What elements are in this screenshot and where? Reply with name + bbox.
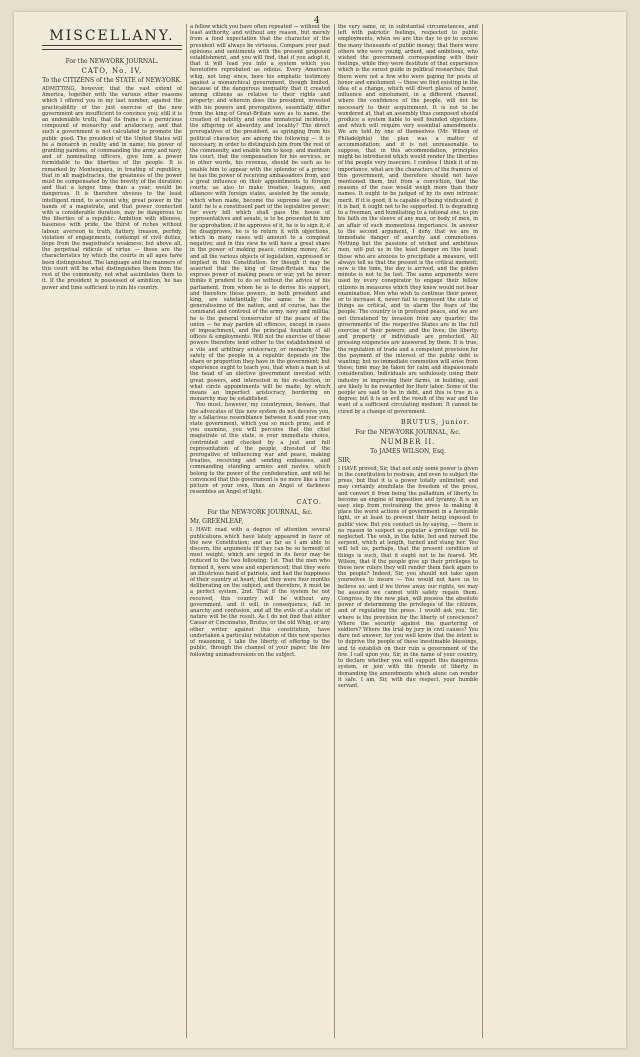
section-title: MISCELLANY. xyxy=(49,28,175,44)
article-header: NUMBER II. xyxy=(380,437,436,446)
article-source: For the NEW-YORK JOURNAL. xyxy=(65,58,159,65)
article-addressee: To JAMES WILSON, Esq. xyxy=(370,447,446,455)
article-body: a fellow which you have often repeated — without the least authority, and without any reason, but merely from a fond expectation that the character of the president will always be virtuous. Compare your past opinions and sentiments with the present proposed establishment, and you will find, that if you adopt it, that it will lead you into a system which you heretofore reprobated as odious. Every American whig, not long since, bore his emphatic testimony against a monarchical government, though limited, because of the dangerous inequality that it created among citizens as relative to their rights and property; and wherein does this president, invested with his powers and prerogatives, essentially differ from the king of Great-Britain save as to name, the creation of nobility and some immaterial incidents, the offspring of absurdity and locality? The direct prerogatives of the president, as springing from his political character, are among the following — it is necessary, in order to distinguish him from the rest of the community, and enable him to keep, and maintain his court, that the compensation for his services, or in other words, his revenue, should be such as to enable him to appear with the splendor of a prince; he has the power of receiving ambassadors from, and a great influence on their appointments to foreign courts; as also to make treaties, leagues, and alliances with foreign states, assisted by the senate, which when made, become the supreme law of the land: he is a constituent part of the legislative power; for every bill which shall pass the house of representatives and senate, is to be presented to him for approbation; if he approves of it, he is to sign it, if he disapproves, he is to return it with objections, which in many cases will amount to a compleat negative; and in this view he will have a great share in the power of making peace, coining money, &c. and all the various objects of legislation, expressed or implied in this Constitution: for though it may be asserted that the king of Great-Britain has the express power of making peace or war, yet he never thinks it prudent to do so without the advice of his parliament, from whom he is to derive his support, and therefore these powers, in both president and king, are substantially the same: he is the generalissimo of the nation, and of course, has the command and controul of the army, navy and militia; he is the general conservator of the peace of the union — he may pardon all offences, except in cases of impeachment, and the principal fountain of all offices & employments. Will not the exercise of these powers therefore tend either to the establishment of a vile and arbitrary aristocracy, or monarchy? The safety of the people in a republic depends on the share or proportion they have in the government; but experience ought to teach you, that when a man is at the head of an elective government invested with great powers, and interested in his re-election, in what circle appointments will be made; by which means an imperfect aristocracy, bordering on monarchy may be established. xyxy=(190,24,330,403)
column-divider xyxy=(186,24,187,1038)
article-salutation: SIR, xyxy=(338,456,351,464)
article-salutation: Mr. GREENLEAF, xyxy=(190,518,244,526)
column-2 xyxy=(190,24,330,1038)
article-source: For the NEW-YORK JOURNAL, &c. xyxy=(207,509,313,517)
article-source: For the NEW-YORK JOURNAL, &c. xyxy=(355,428,461,436)
newspaper-page xyxy=(14,12,626,1048)
article-body: You must, however, my countrymen, beware, that the advocates of this new system do not deceive you, by a fallacious resemblance between it and your own state government, which you so much prize; and if you examine, you will perceive that the chief magistrate of this state, is your immediate choice, controuled and checked by a just and full representation of the people, divested of the prerogative of influencing war and peace, making treaties, receiving and sending embassies, and commanding standing armies and navies, which belong to the power of the confederation, and will be convinced that this government is no more like a true picture of your own, than an Angel of darkness resembles an Angel of light. xyxy=(190,402,330,496)
column-3 xyxy=(338,24,478,1038)
title-rule-top xyxy=(42,45,182,46)
article-body: ADMITTING, however, that the vast extent of America, together with the various other reasons which I offered you in my last number, against the practicability of the just exercise of the new government are insufficient to convince you; still it is an undeniable truth, that its frame is a pernicious compound of monarchy and aristocracy, and that such a government is not calculated to promote the public good. The president of the United States will be a monarch in reality and in name; his power of granting pardons, of commanding the army and navy, and of nominating officers, give him a power formidable to the liberties of the people. It is remarked by Montesquieu, in treating of republics, that in all magistracies, the greatness of the power must be compensated by the brevity of the duration; and that a longer time than a year, would be dangerous. It is therefore obvious to the least intelligent mind, to account why, great power in the hands of a magistrate, and that power connected with a considerable duration, may be dangerous to the liberties of a republic. Ambition with idleness, baseness with pride, the thirst of riches without labour, aversion to truth, flattery, treason, perfidy, violation of engagements, contempt of civil duties, hope from the magistrate's weakness; but above all, the perpetual ridicule of virtue — these are the characteristics by which the courts in all ages have been distinguished. The language and the manners of this court will be what distinguishes them from the rest of the community, not what assimilates them to it. If the president is possessed of ambition, he has power and time sufficient to ruin his country. xyxy=(42,86,182,291)
article-addressee: To the CITIZENS of the STATE of NEW-YORK. xyxy=(42,77,182,84)
signature: BRUTUS, junior. xyxy=(400,417,470,426)
article-body: the very same, or, in substantial circumstances, and left with patriotic feelings, respected to public employments, when we are this day to go to excuse the many thousands of public money; that there were others who were young, ardent, and ambitious, who wished the government corresponding with their feelings, while they were destitute of that experience which is the surest guide in political researches; that there were not a few who were gaping for posts of honor and emolument — these we find existing in the idea of a change, which will divert places of honor, influence and emolument, in a different channel, where the confidence of the people, will not be necessary to their acquirement. It is not to be wondered at, that an assembly thus composed should produce a system liable to well founded objections, and which will require very essential amendments. We are told by one of themselves (Mr. Wilson of Philadelphia) the plan was a matter of accommodation; and it is not unreasonable to suppose, that in this accommodation, principles might be introduced which would render the liberties of the people very insecure. I confess I think it of no importance, what are the characters of the framers of this government, and therefore should not have mentioned them, but from a conviction, that the reasons of the case would weigh more than their names. It ought to be judged of by its own intrinsic merit. If it is good, it is capable of being vindicated; if it is bad, it ought not to be supported. It is degrading to a freeman, and humiliating to a rational one, to pin his faith on the sleeve of any man, or body of men, in an affair of such momentous importance. In answer to the second argument, I deny that we are in immediate danger of anarchy and commotions. Nothing but the passions of wicked and ambitious men, will put us in the least danger on this head: those who are anxious to precipitate a measure, will always tell us that the present is the critical moment; now is the time, the day is arrived, and the golden minute is not to be lost. The same arguments were used by every conspirator to engage their fellow citizens in measures which they knew would not bear examination. Men who wish to continue their power, or to increase it, never fail to represent the state of things as critical, and to alarm the fears of the people. The country is in profound peace, and we are not threatened by invasion from any quarter; the governments of the respective States are in the full exercise of their powers; and the lives, the liberty, and property of individuals are protected. All pressing exigencies are answered by them. It is true, the regulation of trade and a competent provision for the payment of the interest of the public debt is wanting; but no immediate commotion will arise from these; time may be taken for calm and dispassionate consideration. Individuals are sedulously using their industry in improving their farms, in building, and are likely to be rewarded for their labor. Some of the people are said to be in debt, and this is true in a degree; but it is an evil the result of the war and the want of a sufficient circulating medium. It cannot be cured by a change of government. xyxy=(338,24,478,415)
article-body: I HAVE proved, Sir, that not only some power is given in the constitution to restrain, and even to subject the press, but that it is a power totally unlimited; and may certainly annihilate the freedom of the press, and convert it from being the palladium of liberty to become an engine of imposition and tyranny. It is an easy step from restraining the press to making it place the worst actions of government in a favorable light, or at least to prevent their being exposed to public view. But you conduct us by saying, — there is no reason to suspect so popular a privilege will be neglected. The wish, in the fable, fed and nursed the serpent, which at length, turned and stung her. You will tell us, perhaps, that the present condition of things is such, that it ought not to be feared. Mr. Wilson, that if the people give up their privileges to these new rulers they will render them back again to the people? Indeed, Sir, you should not take upon yourselves to insure — You would not have us to believe so; and if we throw away our rights, we may be assured we cannot with safety regain them. Congress, by the new plan, will possess the absolute power of determining the privileges of the citizens, and of regulating the press. I would ask you, Sir, where is the provision for the liberty of conscience? Where the security against the quartering of soldiers? Where the trial by jury in civil causes? You dare not answer; for you well know that the intent is to deprive the people of these inestimable blessings, and to establish on their ruin a government of the few. I call upon you, Sir, in the name of your country, to declare whether you will support this dangerous system, or join with the friends of liberty in demanding the amendments which alone can render it safe. I am, Sir, with due respect, your humble servant. xyxy=(338,465,478,689)
column-divider xyxy=(482,24,483,1038)
article-header: CATO, No. IV. xyxy=(81,67,143,75)
column-1 xyxy=(42,56,182,1038)
article-body: I HAVE read with a degree of attention several publications which have lately appeared in favor of the new Constitution; and as far as I am able to discern, the arguments (if they can be so termed) of most weight, which are urged in its favor may be reduced to the two following: 1st. That the men who formed it, were wise and experienced; that they were an illustrious band of patriots, and had the happiness of their country at heart; that they were four months deliberating on the subject, and therefore, it must be a perfect system. 2nd. That if the system be not received, this country will be without any government, and it will, in consequence, fall in anarchy and confusion, and all the evils of a state of nature will be the result. As I do not find that either Cæsar or Cincinnatus, Brutus, or the old Whig, or any other writer against this constitution, have undertaken a particular refutation of this new species of reasoning, I take the liberty of offering to the public, through the channel of your paper, the few following animadversions on the subject. xyxy=(190,527,330,658)
signature: CATO. xyxy=(296,498,322,507)
title-rule-bottom xyxy=(42,49,182,50)
column-divider xyxy=(334,24,335,1038)
page-number: 4 xyxy=(314,16,320,26)
column-4 xyxy=(486,24,614,1038)
